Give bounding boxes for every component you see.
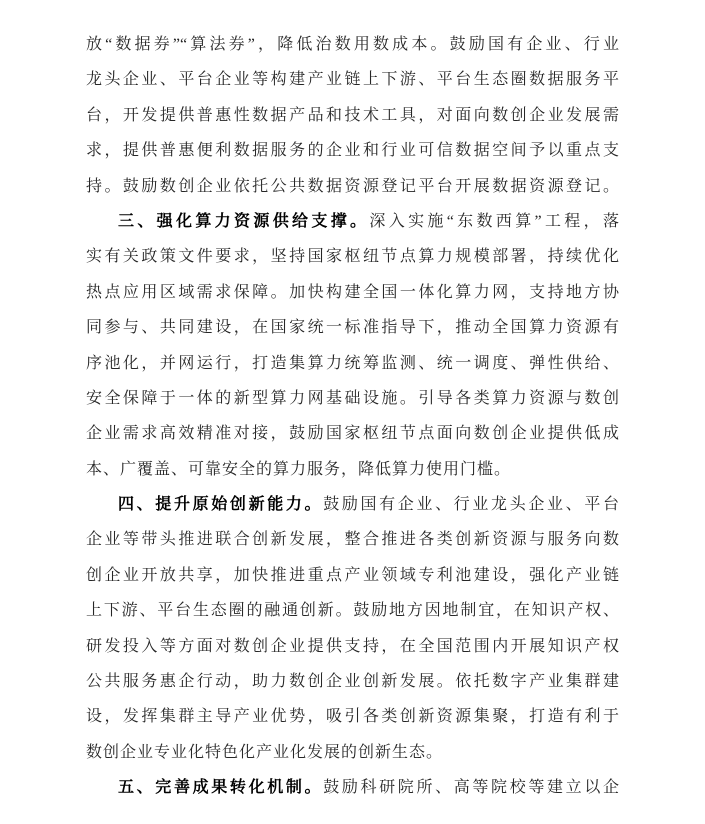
- text-line: 持。鼓励数创企业依托公共数据资源登记平台开展数据资源登记。: [86, 177, 619, 195]
- text-run: 深入实施“东数西算”工程，落: [369, 212, 619, 230]
- text-run: 鼓励国有企业、行业龙头企业、平台: [323, 496, 619, 514]
- text-run: 鼓励科研院所、高等院校等建立以企: [323, 779, 619, 797]
- section-heading: 五、完善成果转化机制。: [118, 779, 324, 797]
- text-line: 安全保障于一体的新型算力网基础设施。引导各类算力资源与数创: [86, 389, 619, 407]
- paragraph: [86, 770, 619, 805]
- section-heading: 四、提升原始创新能力。: [118, 496, 324, 514]
- text-line: 求，提供普惠便利数据服务的企业和行业可信数据空间予以重点支: [86, 142, 619, 160]
- text-line: 龙头企业、平台企业等构建产业链上下游、平台生态圈数据服务平: [86, 71, 619, 89]
- section-heading: 三、强化算力资源供给支撑。: [118, 212, 370, 230]
- text-line: 企业等带头推进联合创新发展，整合推进各类创新资源与服务向数: [86, 531, 619, 549]
- paragraph: [86, 204, 619, 487]
- text-line: 创企业开放共享，加快推进重点产业领域专利池建设，强化产业链: [86, 566, 619, 584]
- text-line: 同参与、共同建设，在国家统一标准指导下，推动全国算力资源有: [86, 319, 619, 337]
- text-line: 本、广覆盖、可靠安全的算力服务，降低算力使用门槛。: [86, 460, 512, 478]
- text-line: 上下游、平台生态圈的融通创新。鼓励地方因地制宜，在知识产权、: [86, 602, 619, 620]
- text-line: [86, 487, 619, 522]
- text-line: 放“数据券”“算法券”，降低治数用数成本。鼓励国有企业、行业: [86, 36, 619, 53]
- text-line: 公共服务惠企行动，助力数创企业创新发展。依托数字产业集群建: [86, 673, 619, 691]
- text-line: 研发投入等方面对数创企业提供支持，在全国范围内开展知识产权: [86, 637, 619, 655]
- paragraph: [86, 487, 619, 770]
- text-line: [86, 770, 619, 805]
- text-line: 实有关政策文件要求，坚持国家枢纽节点算力规模部署，持续优化: [86, 248, 619, 266]
- text-line: 数创企业专业化特色化产业化发展的创新生态。: [86, 743, 444, 761]
- text-line: 序池化，并网运行，打造集算力统筹监测、统一调度、弹性供给、: [86, 354, 619, 372]
- text-line: [86, 204, 619, 239]
- text-line: 热点应用区域需求保障。加快构建全国一体化算力网，支持地方协: [86, 283, 619, 301]
- paragraph: [86, 27, 619, 204]
- text-line: 台，开发提供普惠性数据产品和技术工具，对面向数创企业发展需: [86, 106, 619, 124]
- text-line: 企业需求高效精准对接，鼓励国家枢纽节点面向数创企业提供低成: [86, 425, 619, 443]
- text-line: 设，发挥集群主导产业优势，吸引各类创新资源集聚，打造有利于: [86, 708, 619, 726]
